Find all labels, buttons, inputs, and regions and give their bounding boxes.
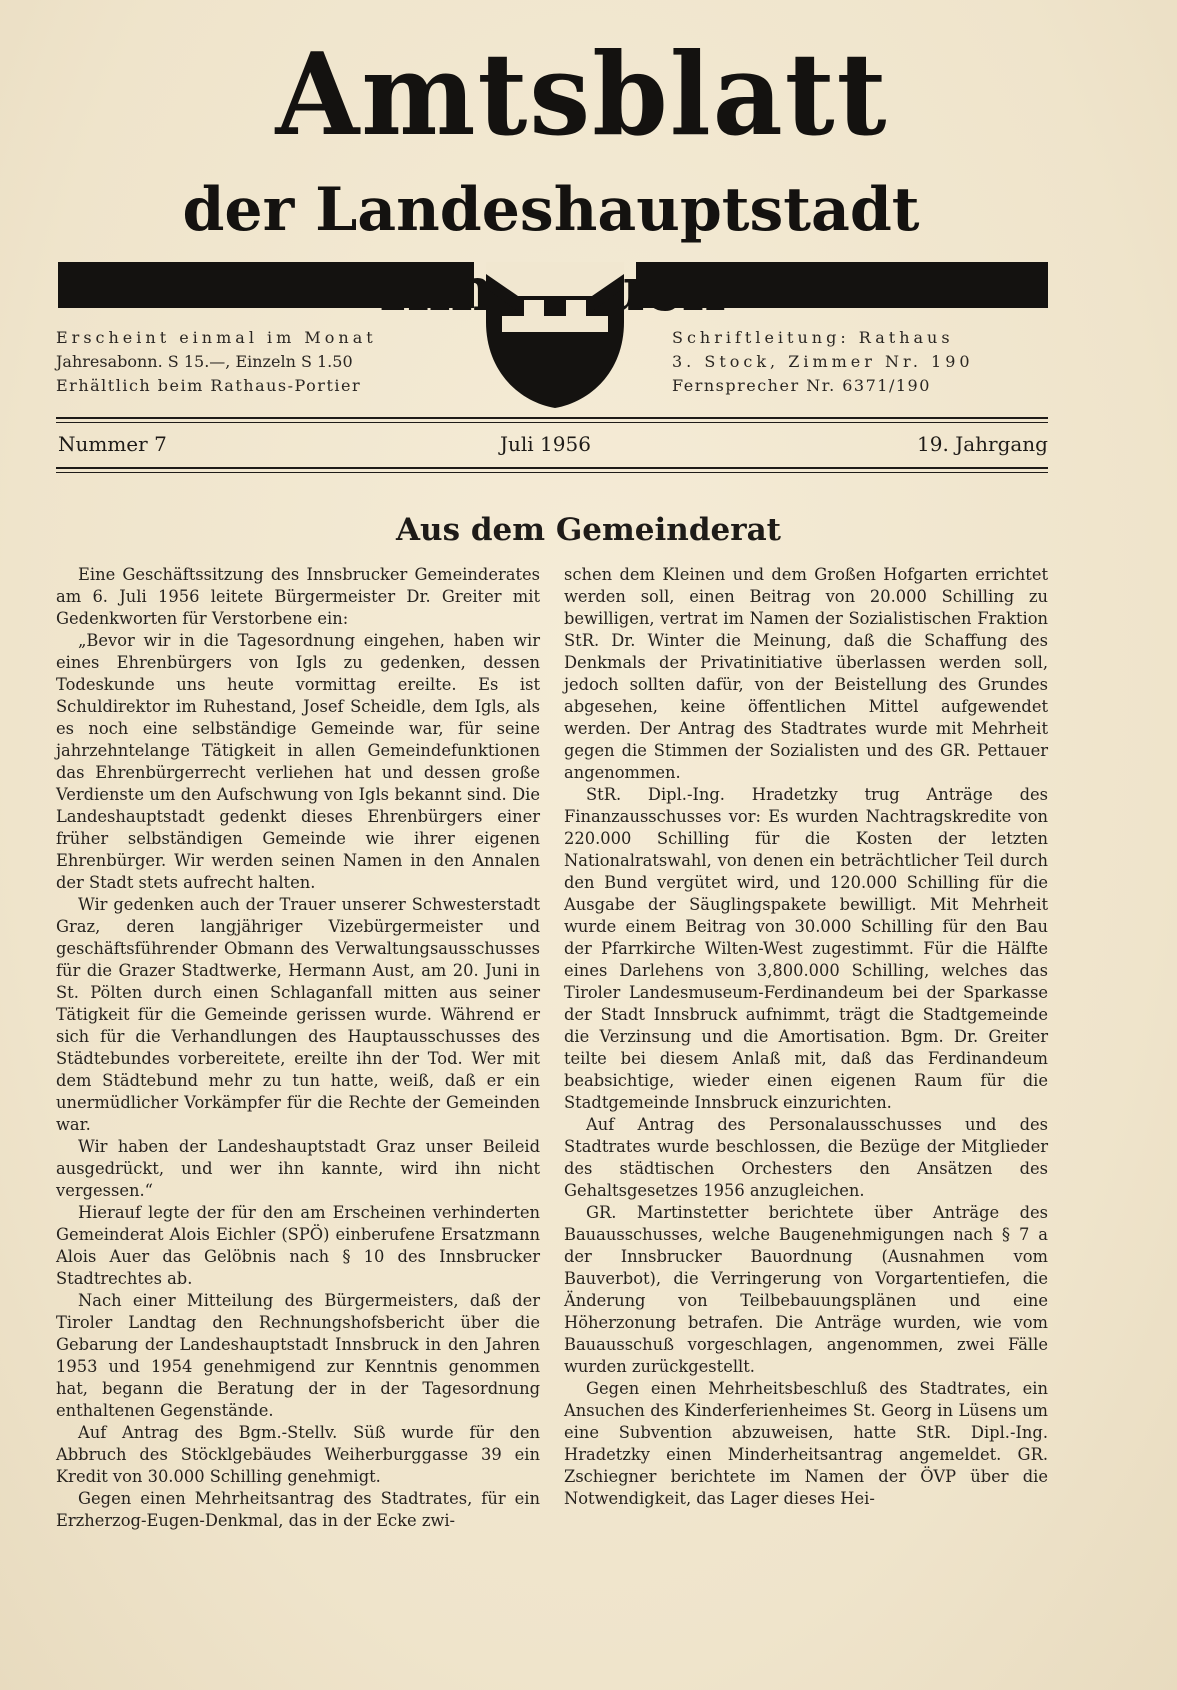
rule-top-thin <box>56 422 1048 423</box>
rule-bottom-thin <box>56 472 1048 473</box>
issue-date: Juli 1956 <box>500 432 591 456</box>
info-editorial-office: Schriftleitung: Rathaus <box>672 328 954 347</box>
paragraph: Wir gedenken auch der Trauer unserer Schwesterstadt Graz, deren langjähriger Vizebürgermeister und geschäftsführender Obmann des Verwaltungsausschusses für die Grazer Stadtwerke, Hermann Aust, am 20. Juni in St. Pölten durch einen Schlaganfall mitten aus seiner Tätigkeit für die Gemeinde gerissen wurde. Während er sich für die Verhandlungen des Hauptausschusses des Städtebundes vorbereitete, ereilte ihn der Tod. Wer mit dem Städtebund mehr zu tun hatte, weiß, daß er ein unermüdlicher Vorkämpfer für die Rechte der Gemeinden war. <box>56 895 540 1134</box>
editorial-info <box>672 326 1052 398</box>
info-room: 3. Stock, Zimmer Nr. 190 <box>672 352 974 371</box>
info-price: Jahresabonn. S 15.—, Einzeln S 1.50 <box>56 352 353 371</box>
masthead-subtitle: der Landeshauptstadt <box>182 175 920 245</box>
rule-top <box>56 417 1048 419</box>
masthead-title: Amtsblatt <box>275 28 889 162</box>
issue-volume: 19. Jahrgang <box>917 432 1048 456</box>
info-phone: Fernsprecher Nr. 6371/190 <box>672 376 931 395</box>
info-availability: Erhältlich beim Rathaus-Portier <box>56 376 362 395</box>
rule-bottom <box>56 467 1048 469</box>
publication-info <box>56 326 436 398</box>
paragraph: GR. Martinstetter berichtete über Anträge des Bauausschusses, welche Baugenehmigungen nach § 7 a der Innsbrucker Bauordnung (Ausnahmen vom Bauverbot), die Verringerung von Vorgartentiefen, die Änderung von Teilbebauungsplänen und eine Höherzonung betrafen. Die Anträge wurden, wie vom Bauausschuß vorgeschlagen, angenommen, zwei Fälle wurden zurückgestellt. <box>564 1203 1048 1376</box>
paragraph: Gegen einen Mehrheitsantrag des Stadtrates, für ein Erzherzog-Eugen-Denkmal, das in der Ecke zwi- <box>56 1489 540 1530</box>
paragraph: Auf Antrag des Personalausschusses und des Stadtrates wurde beschlossen, die Bezüge der Mitglieder des städtischen Orchesters den Ansätzen des Gehaltsgesetzes 1956 anzugleichen. <box>564 1115 1048 1200</box>
paragraph: schen dem Kleinen und dem Großen Hofgarten errichtet werden soll, einen Beitrag von 20.000 Schilling zu bewilligen, vertrat im Namen der Sozialistischen Fraktion StR. Dr. Winter die Meinung, daß die Schaffung des Denkmals der Privatinitiative überlassen werden soll, jedoch sollten dafür, von der Beistellung des Grundes abgesehen, keine öffentlichen Mittel aufgewendet werden. Der Antrag des Stadtrates wurde mit Mehrheit gegen die Stimmen der Sozialisten und des GR. Pettauer angenommen. <box>564 565 1048 782</box>
masthead-band-left <box>58 262 474 308</box>
coat-of-arms-icon <box>482 260 628 410</box>
article-column-left <box>56 564 540 1532</box>
info-frequency: Erscheint einmal im Monat <box>56 328 377 347</box>
issue-number: Nummer 7 <box>58 432 167 456</box>
article-column-right <box>564 564 1048 1510</box>
paragraph: StR. Dipl.-Ing. Hradetzky trug Anträge des Finanzausschusses vor: Es wurden Nachtragskredite von 220.000 Schilling für die Kosten der letzten Nationalratswahl, von denen ein beträchtlicher Teil durch den Bund vergütet wird, und 120.000 Schilling für die Ausgabe der Säuglingspakete bewilligt. Mit Mehrheit wurde einem Beitrag von 30.000 Schilling für den Bau der Pfarrkirche Wilten-West zugestimmt. Für die Hälfte eines Darlehens von 3,800.000 Schilling, welches das Tiroler Landesmuseum-Ferdinandeum bei der Sparkasse der Stadt Innsbruck aufnimmt, trägt die Stadtgemeinde die Verzinsung und die Amortisation. Bgm. Dr. Greiter teilte bei diesem Anlaß mit, daß das Ferdinandeum beabsichtige, wieder einen eigenen Raum für die Stadtgemeinde Innsbruck einzurichten. <box>564 785 1048 1112</box>
paragraph: „Bevor wir in die Tagesordnung eingehen, haben wir eines Ehrenbürgers von Igls zu gedenken, dessen Todeskunde uns heute vormittag ereilte. Es ist Schuldirektor im Ruhestand, Josef Scheidle, dem Igls, als es noch eine selbständige Gemeinde war, für seine jahrzehntelange Tätigkeit in allen Gemeindefunktionen das Ehrenbürgerrecht verliehen hat und dessen große Verdienste um den Aufschwung von Igls bekannt sind. Die Landeshauptstadt gedenkt dieses Ehrenbürgers einer früher selbständigen Gemeinde wie ihrer eigenen Ehrenbürger. Wir werden seinen Namen in den Annalen der Stadt stets aufrecht halten. <box>56 631 540 892</box>
paragraph: Nach einer Mitteilung des Bürgermeisters, daß der Tiroler Landtag den Rechnungshofsbericht über die Gebarung der Landeshauptstadt Innsbruck in den Jahren 1953 und 1954 genehmigend zur Kenntnis genommen hat, begann die Beratung der in der Tagesordnung enthaltenen Gegenstände. <box>56 1291 540 1420</box>
paragraph: Wir haben der Landeshauptstadt Graz unser Beileid ausgedrückt, und wer ihn kannte, wird ihn nicht vergessen.“ <box>56 1137 540 1200</box>
article-title: Aus dem Gemeinderat <box>395 512 781 548</box>
masthead-band-right <box>636 262 1048 308</box>
paragraph: Auf Antrag des Bgm.-Stellv. Süß wurde für den Abbruch des Stöcklgebäudes Weiherburggasse 39 ein Kredit von 30.000 Schilling genehmigt. <box>56 1423 540 1486</box>
paragraph: Gegen einen Mehrheitsbeschluß des Stadtrates, ein Ansuchen des Kinderferienheimes St. Georg in Lüsens um eine Subvention abzuweisen, hatte StR. Dipl.-Ing. Hradetzky einen Minderheitsantrag angemeldet. GR. Zschiegner berichtete im Namen der ÖVP über die Notwendigkeit, das Lager dieses Hei- <box>564 1379 1048 1508</box>
paragraph: Eine Geschäftssitzung des Innsbrucker Gemeinderates am 6. Juli 1956 leitete Bürgermeister Dr. Greiter mit Gedenkworten für Verstorbene ein: <box>56 565 540 628</box>
paragraph: Hierauf legte der für den am Erscheinen verhinderten Gemeinderat Alois Eichler (SPÖ) einberufene Ersatzmann Alois Auer das Gelöbnis nach § 10 des Innsbrucker Stadtrechtes ab. <box>56 1203 540 1288</box>
